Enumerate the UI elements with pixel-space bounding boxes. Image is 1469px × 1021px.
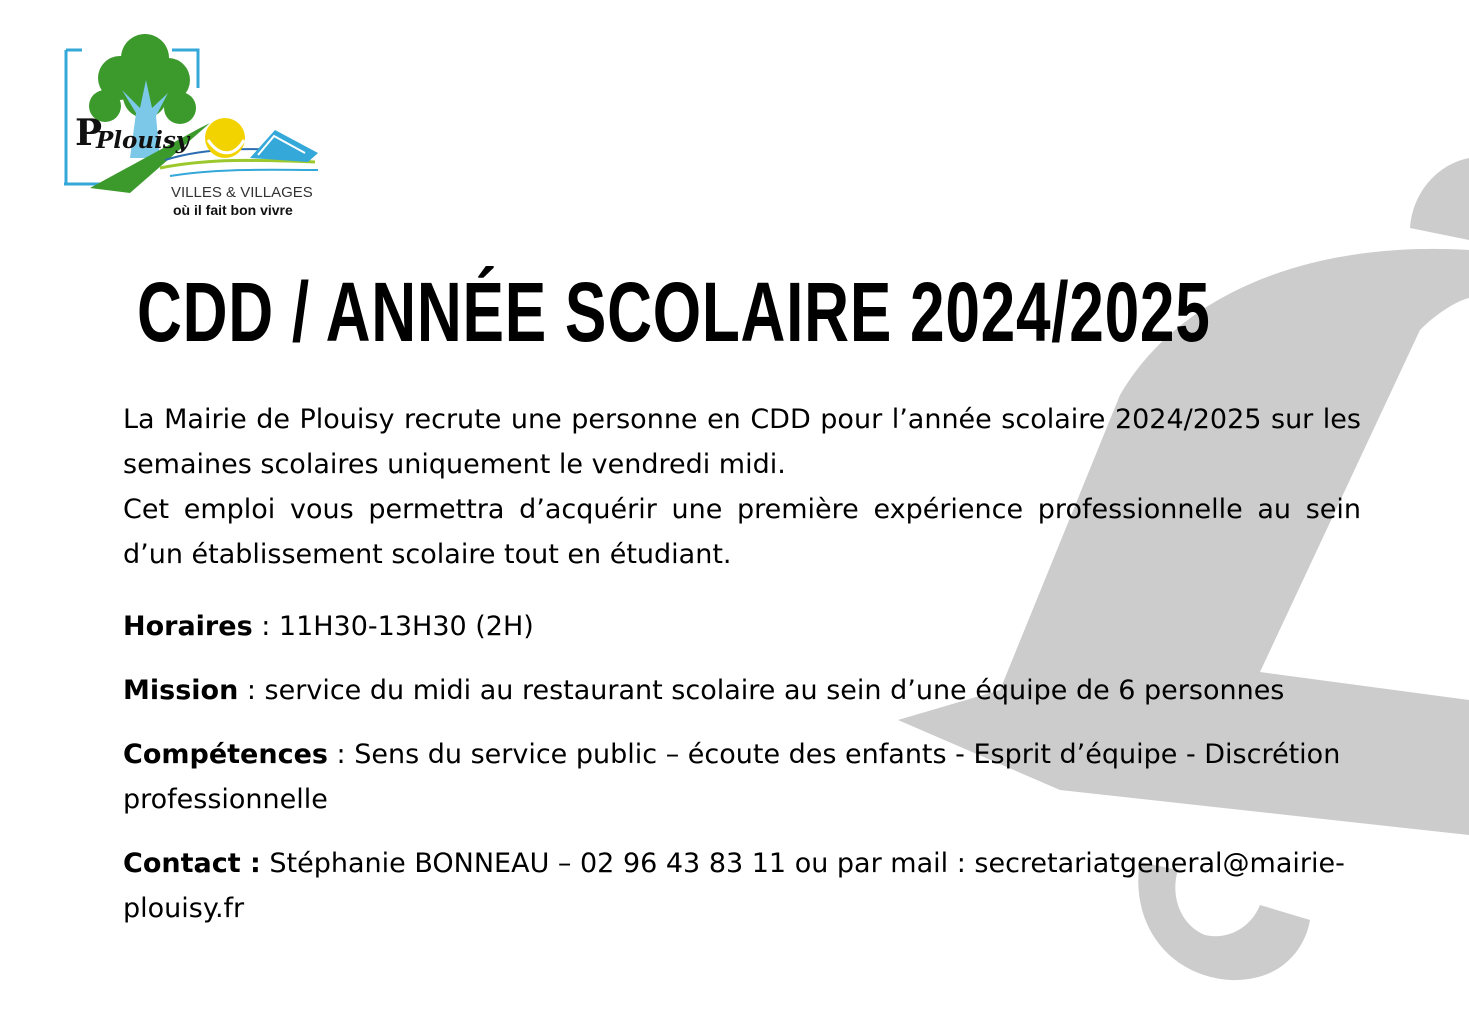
horaires-item <box>123 604 1361 649</box>
contact-label: Contact : <box>123 848 261 879</box>
competences-value: : Sens du service public – écoute des enfants - Esprit d’équipe - Discrétion professionnelle <box>123 739 1341 815</box>
mission-value: : service du midi au restaurant scolaire au sein d’une équipe de 6 personnes <box>238 675 1285 706</box>
competences-item <box>123 732 1361 822</box>
plouisy-logo <box>60 28 330 223</box>
page-title: CDD / ANNÉE SCOLAIRE 2024/2025 <box>137 265 1211 359</box>
job-offer-content <box>123 397 1361 931</box>
logo-tagline-1: VILLES & VILLAGES <box>171 184 313 201</box>
svg-text:P: P <box>75 112 103 154</box>
horaires-label: Horaires <box>123 611 253 642</box>
logo-town-name: Plouisy <box>96 127 190 154</box>
competences-label: Compétences <box>123 739 328 770</box>
contact-item <box>123 841 1361 931</box>
logo-tagline-2: où il fait bon vivre <box>173 202 293 218</box>
intro-paragraph-2: Cet emploi vous permettra d’acquérir une première expérience professionnelle au sein d’un établissement scolaire tout en étudiant. <box>123 494 1361 570</box>
intro-paragraph-1: La Mairie de Plouisy recrute une personne en CDD pour l’année scolaire 2024/2025 sur les semaines scolaires uniquement le vendredi midi. <box>123 404 1361 480</box>
mission-label: Mission <box>123 675 239 706</box>
horaires-value: : 11H30-13H30 (2H) <box>252 611 534 642</box>
contact-value: Stéphanie BONNEAU – 02 96 43 83 11 ou par mail : secretariatgeneral@mairie-plouisy.fr <box>123 848 1345 924</box>
mission-item <box>123 668 1361 713</box>
